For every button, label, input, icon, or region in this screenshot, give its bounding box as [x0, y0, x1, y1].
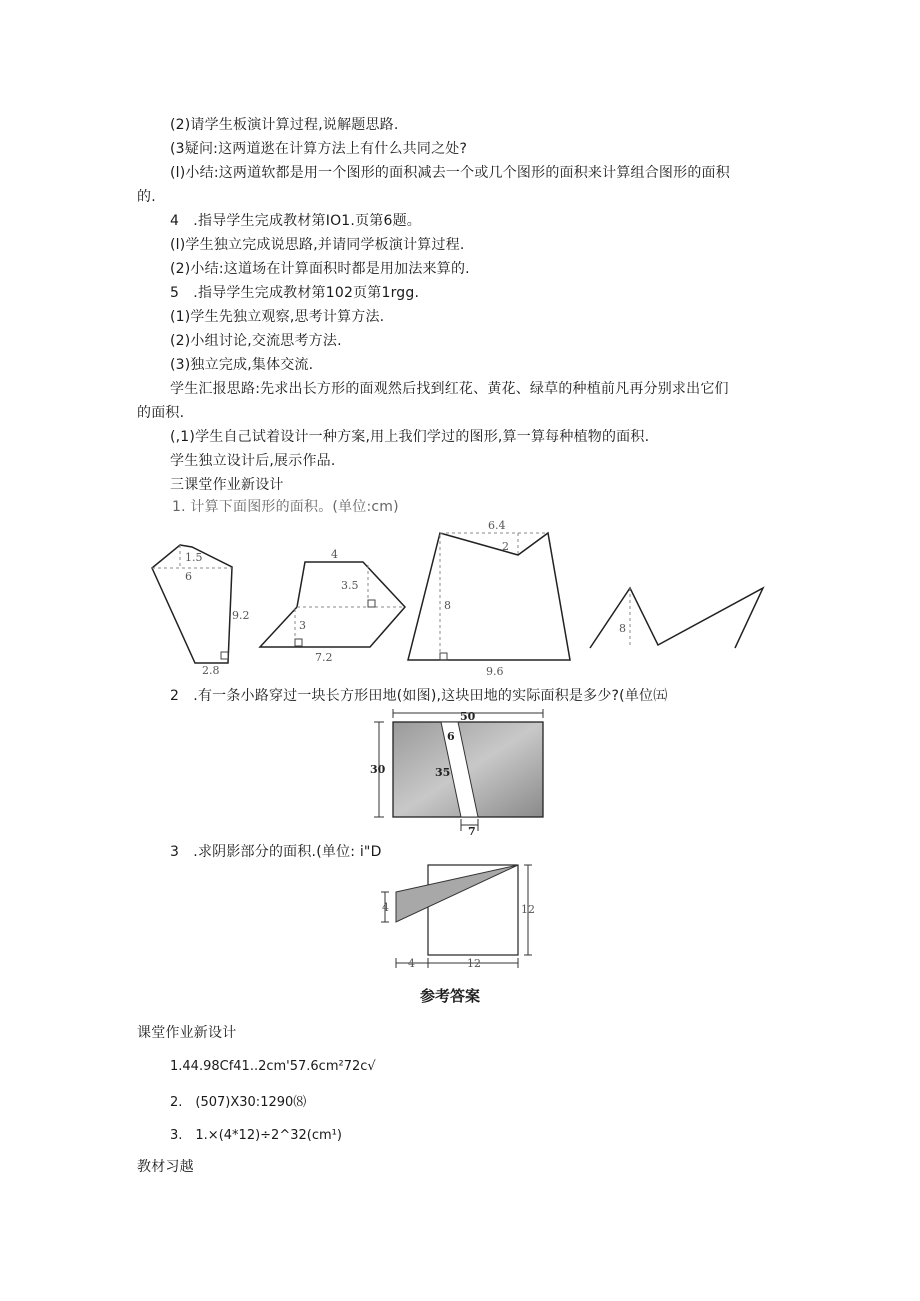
field-label-2: 6 — [447, 730, 455, 743]
answers-subtitle: 课堂作业新设计 — [137, 1025, 237, 1041]
answers-title: 参考答案 — [420, 987, 481, 1005]
question-2-text: 2 .有一条小路穿过一块长方形田地(如图),这块田地的实际面积是多少?(单位㈤ — [170, 688, 668, 704]
fig1-label-2: 6 — [185, 570, 192, 583]
text-line-6: (l)学生独立完成说思路,并请同学板演计算过程. — [170, 237, 465, 253]
fig3-label-2: 2 — [502, 540, 509, 553]
fig3-label-1: 6.4 — [488, 519, 506, 532]
figure-1-pentagon — [140, 535, 255, 675]
shade-label-3: 4 — [408, 957, 415, 970]
fig2-label-3: 3 — [299, 619, 306, 632]
fig2-label-2: 3.5 — [341, 579, 359, 592]
fig4-label-1: 8 — [619, 622, 626, 635]
figure-3-notched — [400, 515, 575, 678]
fig1-label-4: 2.8 — [202, 664, 220, 677]
field-label-3: 35 — [435, 766, 451, 779]
text-line-8: 5 .指导学生完成教材第102页第1rgg. — [170, 285, 420, 301]
section-heading: 三课堂作业新设计 — [170, 477, 284, 493]
shade-label-1: 4 — [382, 901, 389, 914]
text-line-3: (l)小结:这两道软都是用一个图形的面积减去一个或几个图形的面积来计算组合图形的面积 — [170, 165, 730, 181]
text-line-15: 学生独立设计后,展示作品. — [170, 453, 336, 469]
fig1-label-1: 1.5 — [185, 551, 203, 564]
text-line-7: (2)小结:这道场在计算面积时都是用加法来算的. — [170, 261, 470, 277]
text-line-13: 的面积. — [137, 405, 185, 421]
text-line-1: (2)请学生板演计算过程,说解题思路. — [170, 117, 399, 133]
shade-label-4: 12 — [467, 957, 481, 970]
fig3-label-4: 9.6 — [486, 665, 504, 678]
shade-label-2: 12 — [521, 903, 535, 916]
answer-1: 1.44.98Cf41..2cm'57.6cm²72c√ — [170, 1059, 376, 1074]
fig2-label-4: 7.2 — [315, 651, 333, 664]
field-label-5: 7 — [468, 825, 476, 838]
text-line-2: (3疑问:这两道逖在计算方法上有什么共同之处? — [170, 141, 468, 157]
fig1-label-3: 9.2 — [232, 609, 250, 622]
text-line-9: (1)学生先独立观察,思考计算方法. — [170, 309, 385, 325]
figure-2-trapezoid — [255, 545, 410, 665]
text-line-11: (3)独立完成,集体交流. — [170, 357, 314, 373]
fig2-label-1: 4 — [331, 548, 338, 561]
field-label-4: 30 — [370, 763, 386, 776]
fig3-label-3: 8 — [444, 599, 451, 612]
text-line-14: (,1)学生自己试着设计一种方案,用上我们学过的图形,算一算每种植物的面积. — [170, 429, 650, 445]
text-line-5: 4 .指导学生完成教材第IO1.页第6题。 — [170, 213, 421, 229]
text-line-4: 的. — [137, 189, 156, 205]
answer-2: 2. (507)X30:1290⑻ — [170, 1095, 307, 1110]
text-line-12: 学生汇报思路:先求出长方形的面观然后找到红花、黄花、绿草的种植前凡再分别求出它们 — [170, 381, 729, 397]
text-line-10: (2)小组讨论,交流思考方法. — [170, 333, 342, 349]
figure-4-zigzag — [585, 580, 770, 655]
question-1-title: 1. 计算下面图形的面积。(单位:cm) — [172, 499, 399, 515]
field-label-1: 50 — [460, 710, 476, 723]
footer-heading: 教材习越 — [137, 1159, 194, 1175]
answer-3: 3. 1.×(4*12)÷2^32(cm¹) — [170, 1128, 342, 1143]
field-figure — [365, 708, 550, 838]
shaded-figure — [378, 860, 543, 975]
question-3-text: 3 .求阴影部分的面积.(单位: i"D — [170, 844, 382, 860]
